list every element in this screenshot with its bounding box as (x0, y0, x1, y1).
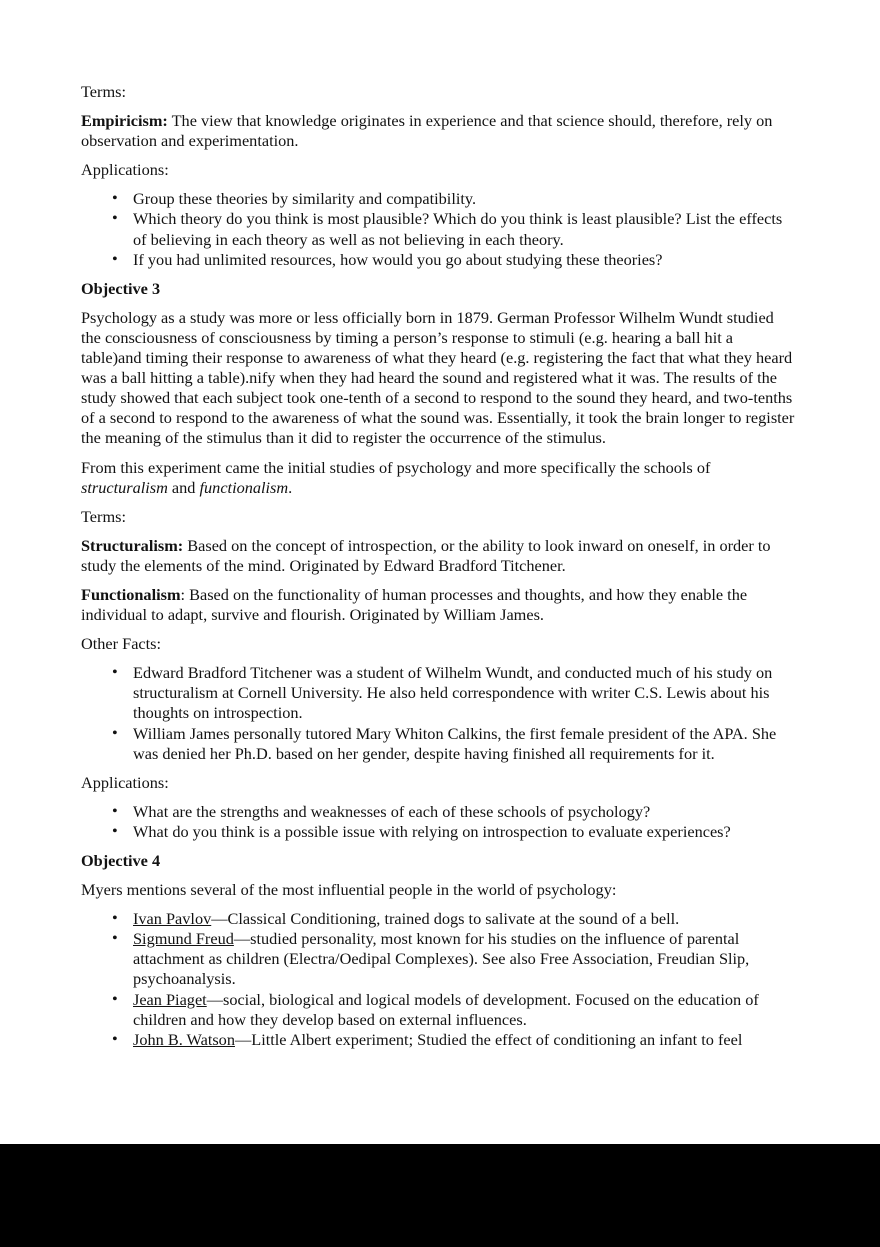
schools-of-psychology-paragraph (81, 458, 795, 498)
empiricism-definition-text: The view that knowledge originates in experience and that science should, therefore, rely on observation and experimentation. (81, 111, 773, 151)
structuralism-definition-text: Based on the concept of introspection, or the ability to look inward on oneself, in order to study the elements of the mind. Originated by Edward Bradford Titchener. (81, 535, 771, 575)
applications-list-1 (81, 189, 795, 269)
list-item: • Which theory do you think is most plausible? Which do you think is least plausible? List the effects of believing in each theory as well as not believing in each theory. (81, 209, 795, 249)
structuralism-definition-paragraph (81, 536, 795, 576)
empiricism-definition-paragraph (81, 111, 795, 151)
structuralism-term: Structuralism: (81, 535, 184, 555)
terms-label-2: Terms: (81, 506, 126, 526)
other-facts-list (81, 663, 795, 763)
functionalism-definition-text: : Based on the functionality of human processes and thoughts, and how they enable the individual to adapt, survive and flourish. Originated by William James. (81, 584, 748, 625)
person-description: —Classical Conditioning, trained dogs to salivate at the sound of a bell. (211, 909, 680, 929)
list-item: • Edward Bradford Titchener was a student of Wilhelm Wundt, and conducted much of his study on structuralism at Cornell University. He also held correspondence with writer C.S. Lewis about his thoughts on introspection. (81, 663, 795, 723)
list-item (81, 990, 795, 1030)
structuralism-italic: structuralism (81, 477, 168, 497)
objective-3-heading: Objective 3 (81, 278, 161, 298)
person-name: John B. Watson (133, 1029, 235, 1049)
applications-label-2: Applications: (81, 772, 169, 792)
list-item (81, 1030, 795, 1050)
list-item (81, 929, 795, 989)
list-item: • Group these theories by similarity and compatibility. (81, 189, 795, 209)
person-name: Jean Piaget (133, 989, 207, 1009)
applications-label-1: Applications: (81, 160, 169, 180)
functionalism-definition-paragraph (81, 585, 795, 625)
list-item: • What are the strengths and weaknesses of each of these schools of psychology? (81, 802, 795, 822)
person-name: Sigmund Freud (133, 929, 234, 949)
person-name: Ivan Pavlov (133, 909, 212, 929)
person-description: —studied personality, most known for his studies on the influence of parental attachment as children (Electra/Oedipal Complexes). See also Free Association, Freudian Slip, psychoanalysis. (133, 929, 750, 989)
schools-intro-lead: From this experiment came the initial studies of psychology and more specifically the schools of (81, 457, 711, 477)
document-body (81, 82, 795, 1059)
list-item: • William James personally tutored Mary Whiton Calkins, the first female president of the APA. She was denied her Ph.D. based on her gender, despite having finished all requirements for it. (81, 724, 795, 764)
list-item: • If you had unlimited resources, how would you go about studying these theories? (81, 250, 795, 270)
empiricism-term: Empiricism: (81, 111, 168, 131)
objective-3-paragraph: Psychology as a study was more or less officially born in 1879. German Professor Wilhelm Wundt studied the consciousness of consciousness by timing a person’s response to stimuli (e.g. hearing a ball hit a table)and timing their response to awareness of what they heard (e.g. registering the fact that what they heard was a ball hitting a table).nify when they had heard the sound and registered what it was. The results of the study showed that each subject took one-tenth of a second to respond to the sound they heard, and two-tenths of a second to respond to the awareness of what the sound was. Essentially, it took the brain longer to register the meaning of the stimulus than it did to register the occurrence of the stimulus. (81, 307, 795, 448)
functionalism-term: Functionalism (81, 584, 181, 604)
scan-edge-band (0, 1144, 880, 1247)
schools-trailing-period: . (288, 477, 293, 497)
objective-4-intro: Myers mentions several of the most influential people in the world of psychology: (81, 880, 617, 900)
terms-label-1: Terms: (81, 82, 126, 101)
schools-conjunction: and (167, 477, 200, 497)
other-facts-label: Other Facts: (81, 634, 162, 654)
list-item (81, 909, 795, 929)
person-description: —social, biological and logical models of development. Focused on the education of children and how they develop based on external influences. (133, 989, 759, 1029)
influential-people-list (81, 909, 795, 1050)
applications-list-2 (81, 802, 795, 842)
objective-4-heading: Objective 4 (81, 851, 161, 870)
person-description: —Little Albert experiment; Studied the effect of conditioning an infant to feel (234, 1029, 743, 1049)
list-item: • What do you think is a possible issue with relying on introspection to evaluate experiences? (81, 822, 795, 842)
functionalism-italic: functionalism (199, 477, 289, 497)
